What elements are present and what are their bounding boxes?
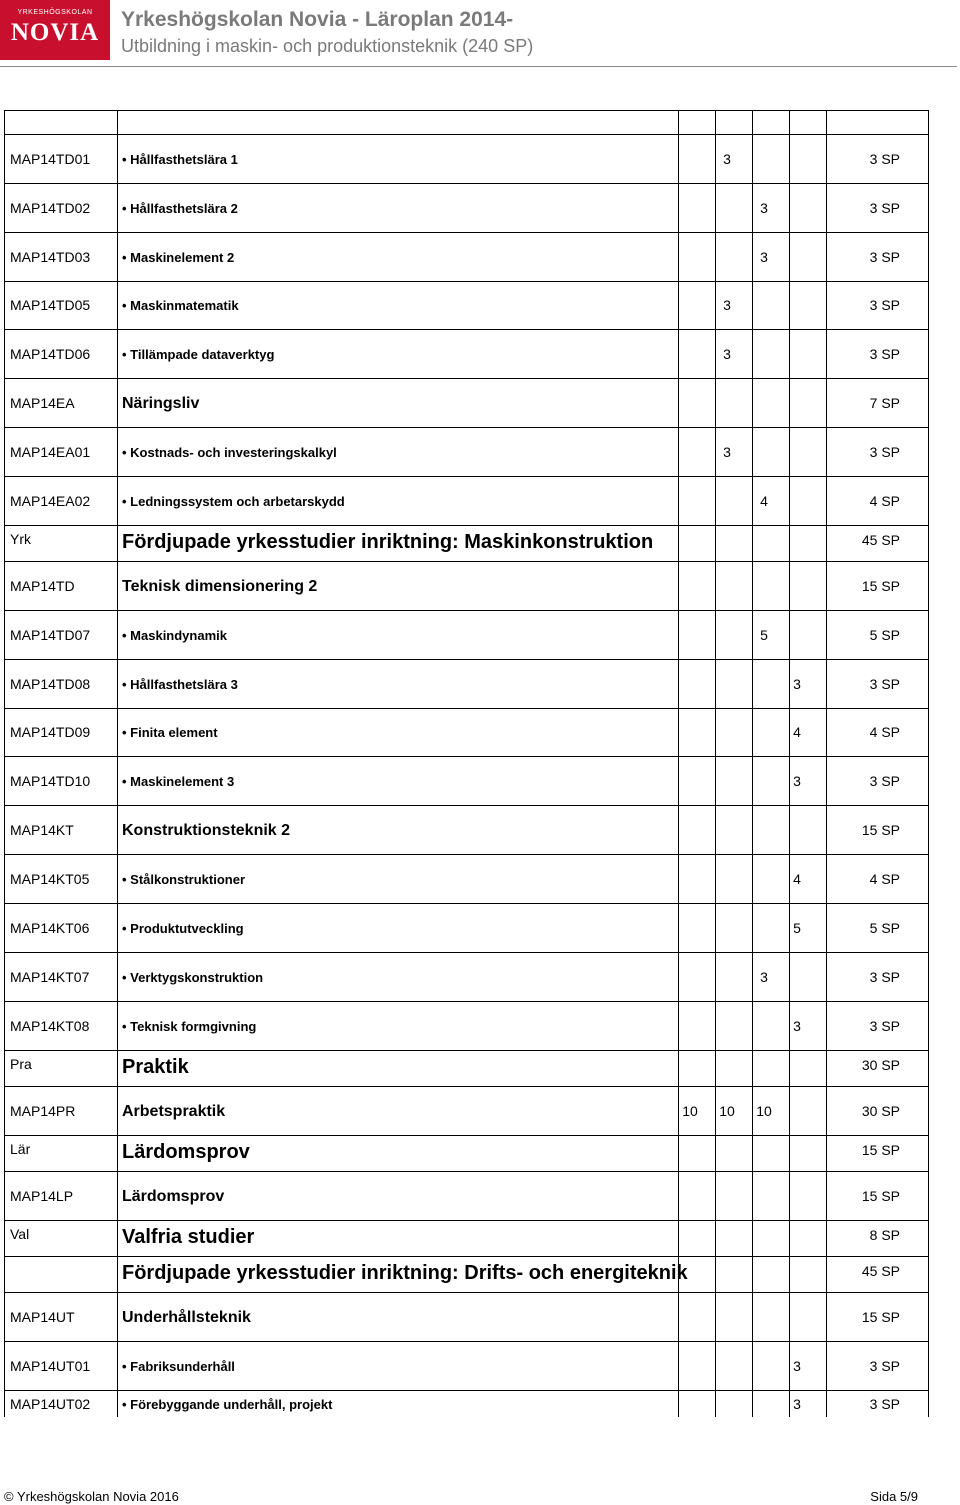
table-row-line	[4, 903, 928, 904]
table-column-line	[928, 110, 929, 1417]
course-name: • Maskinmatematik	[122, 298, 239, 313]
credits-total: 3 SP	[869, 297, 900, 313]
credits-total: 15 SP	[861, 1188, 900, 1204]
course-name: • Maskindynamik	[122, 628, 227, 643]
course-code: MAP14EA	[10, 395, 75, 411]
course-code: MAP14KT08	[10, 1018, 90, 1034]
course-group-title: Underhållsteknik	[122, 1309, 251, 1326]
credits-total: 30 SP	[861, 1103, 900, 1119]
course-code: MAP14TD09	[10, 724, 91, 740]
credits-total: 5 SP	[869, 920, 900, 936]
credits-period-c1: 10	[682, 1103, 698, 1119]
credits-total: 3 SP	[869, 444, 900, 460]
credits-period-c4: 3	[793, 676, 801, 692]
logo-big-text: NOVIA	[10, 19, 100, 46]
table-row-line	[4, 854, 928, 855]
table-row-line	[4, 610, 928, 611]
logo-small-text: YRKESHÖGSKOLAN	[17, 9, 93, 16]
table-row-line	[4, 805, 928, 806]
table-row-line	[4, 476, 928, 477]
course-code: MAP14TD02	[10, 200, 91, 216]
course-code: MAP14EA02	[10, 493, 91, 509]
course-name: • Stålkonstruktioner	[122, 872, 245, 887]
document-subtitle: Utbildning i maskin- och produktionsteknik (240 SP)	[121, 36, 534, 56]
section-title: Praktik	[122, 1056, 189, 1078]
table-row-line	[4, 183, 928, 184]
credits-period-c2: 3	[723, 444, 731, 460]
course-group-title: Teknisk dimensionering 2	[122, 578, 318, 595]
table-row-line	[4, 232, 928, 233]
credits-total: 3 SP	[869, 1018, 900, 1034]
course-code: MAP14KT05	[10, 871, 90, 887]
course-code: MAP14TD05	[10, 297, 91, 313]
table-row-line	[4, 110, 928, 111]
credits-total: 3 SP	[869, 969, 900, 985]
credits-period-c3: 10	[756, 1103, 772, 1119]
course-code: MAP14TD10	[10, 773, 91, 789]
course-name: • Hållfasthetslära 1	[122, 152, 238, 167]
section-title: Lärdomsprov	[122, 1141, 250, 1163]
table-row-line	[4, 1001, 928, 1002]
table-row-line	[4, 281, 928, 282]
course-name: • Hållfasthetslära 2	[122, 201, 238, 216]
course-code: MAP14KT	[10, 822, 74, 838]
course-code: Pra	[10, 1056, 32, 1072]
credits-total: 3 SP	[869, 151, 900, 167]
table-row-line	[4, 378, 928, 379]
footer-copyright: © Yrkeshögskolan Novia 2016	[4, 1489, 179, 1504]
table-row-line	[4, 952, 928, 953]
credits-period-c2: 3	[723, 297, 731, 313]
course-name: • Produktutveckling	[122, 921, 244, 936]
credits-total: 15 SP	[861, 822, 900, 838]
credits-total: 5 SP	[869, 627, 900, 643]
table-row-line	[4, 1341, 928, 1342]
course-code: MAP14UT01	[10, 1358, 91, 1374]
course-name: • Ledningssystem och arbetarskydd	[122, 494, 345, 509]
table-row-line	[4, 708, 928, 709]
credits-period-c4: 4	[793, 724, 801, 740]
course-code: MAP14TD07	[10, 627, 91, 643]
table-row-line	[4, 1256, 928, 1257]
credits-total: 3 SP	[869, 676, 900, 692]
credits-period-c4: 3	[793, 1358, 801, 1374]
credits-period-c4: 3	[793, 773, 801, 789]
credits-total: 4 SP	[869, 724, 900, 740]
credits-total: 30 SP	[861, 1057, 900, 1073]
course-name: • Fabriksunderhåll	[122, 1359, 235, 1374]
course-name: • Finita element	[122, 725, 218, 740]
credits-period-c2: 3	[723, 151, 731, 167]
document-title: Yrkeshögskolan Novia - Läroplan 2014-	[121, 8, 514, 31]
course-code: Lär	[10, 1141, 31, 1157]
credits-period-c4: 4	[793, 871, 801, 887]
credits-total: 3 SP	[869, 773, 900, 789]
course-code: MAP14TD03	[10, 249, 91, 265]
table-row-line	[4, 659, 928, 660]
credits-total: 15 SP	[861, 1142, 900, 1158]
credits-total: 15 SP	[861, 1309, 900, 1325]
table-row-line	[4, 756, 928, 757]
table-row-line	[4, 1086, 928, 1087]
course-name: • Tillämpade dataverktyg	[122, 347, 274, 362]
credits-period-c4: 3	[793, 1396, 801, 1412]
table-row-line	[4, 134, 928, 135]
header-divider	[0, 66, 957, 67]
credits-period-c3: 4	[760, 493, 768, 509]
table-row-line	[4, 525, 928, 526]
course-code: Yrk	[10, 531, 31, 547]
course-code: MAP14UT02	[10, 1396, 91, 1412]
table-row-line	[4, 1171, 928, 1172]
course-name: • Kostnads- och investeringskalkyl	[122, 445, 337, 460]
course-group-title: Lärdomsprov	[122, 1188, 225, 1205]
credits-period-c3: 3	[760, 969, 768, 985]
course-code: MAP14LP	[10, 1188, 74, 1204]
credits-period-c4: 3	[793, 1018, 801, 1034]
credits-period-c2: 10	[719, 1103, 735, 1119]
section-title: Valfria studier	[122, 1226, 255, 1248]
credits-period-c3: 3	[760, 249, 768, 265]
credits-total: 8 SP	[869, 1227, 900, 1243]
section-title: Fördjupade yrkesstudier inriktning: Maskinkonstruktion	[122, 531, 654, 553]
course-code: MAP14TD	[10, 578, 75, 594]
credits-period-c2: 3	[723, 346, 731, 362]
credits-total: 3 SP	[869, 346, 900, 362]
credits-total: 3 SP	[869, 249, 900, 265]
page-header	[0, 0, 960, 66]
table-row-line	[4, 1050, 928, 1051]
course-name: • Förebyggande underhåll, projekt	[122, 1397, 332, 1412]
credits-period-c3: 3	[760, 200, 768, 216]
footer-page-number: Sida 5/9	[870, 1489, 918, 1504]
table-row-line	[4, 427, 928, 428]
course-code: MAP14TD01	[10, 151, 91, 167]
table-row-line	[4, 1135, 928, 1136]
section-title: Fördjupade yrkesstudier inriktning: Drifts- och energiteknik	[122, 1262, 688, 1284]
table-row-line	[4, 561, 928, 562]
credits-total: 15 SP	[861, 578, 900, 594]
table-row-line	[4, 329, 928, 330]
course-name: • Teknisk formgivning	[122, 1019, 256, 1034]
credits-total: 3 SP	[869, 1358, 900, 1374]
credits-total: 4 SP	[869, 871, 900, 887]
course-name: • Maskinelement 3	[122, 774, 234, 789]
course-name: • Verktygskonstruktion	[122, 970, 263, 985]
course-code: MAP14KT06	[10, 920, 90, 936]
credits-total: 7 SP	[869, 395, 900, 411]
credits-total: 3 SP	[869, 1396, 900, 1412]
table-row-line	[4, 1390, 928, 1391]
course-code: MAP14UT	[10, 1309, 75, 1325]
credits-period-c3: 5	[760, 627, 768, 643]
table-row-line	[4, 1292, 928, 1293]
course-group-title: Näringsliv	[122, 395, 200, 412]
course-code: MAP14KT07	[10, 969, 90, 985]
credits-total: 45 SP	[861, 1263, 900, 1279]
course-code: MAP14EA01	[10, 444, 91, 460]
course-code: MAP14TD06	[10, 346, 91, 362]
course-group-title: Konstruktionsteknik 2	[122, 822, 291, 839]
novia-logo	[0, 0, 110, 60]
credits-period-c4: 5	[793, 920, 801, 936]
course-name: • Maskinelement 2	[122, 250, 234, 265]
course-group-title: Arbetspraktik	[122, 1103, 226, 1120]
table-row-line	[4, 1220, 928, 1221]
course-name: • Hållfasthetslära 3	[122, 677, 238, 692]
course-code: MAP14TD08	[10, 676, 91, 692]
credits-total: 45 SP	[861, 532, 900, 548]
credits-total: 3 SP	[869, 200, 900, 216]
credits-total: 4 SP	[869, 493, 900, 509]
course-code: MAP14PR	[10, 1103, 76, 1119]
course-code: Val	[10, 1226, 30, 1242]
